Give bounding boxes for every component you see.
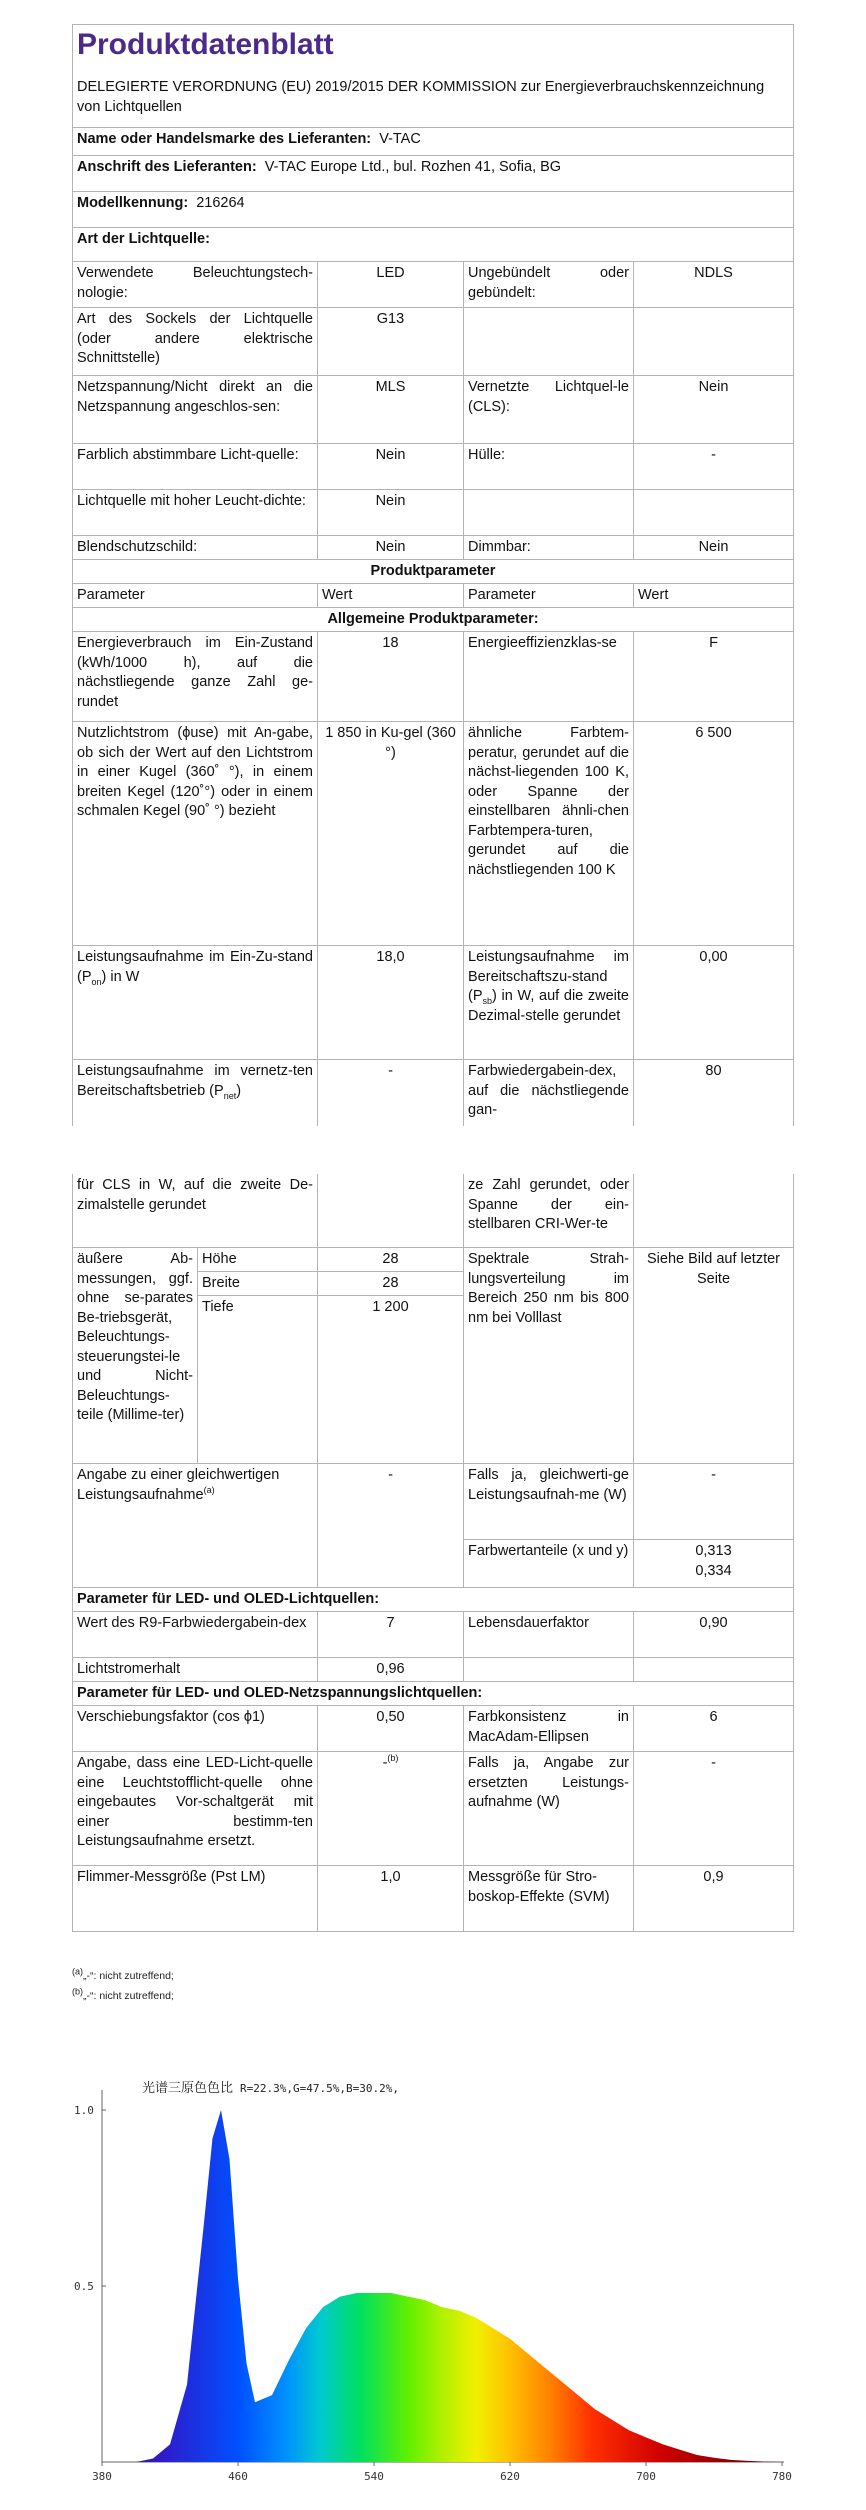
equivalent-power-w-value: - (634, 1464, 794, 1540)
subscript: sb (482, 995, 493, 1006)
energy-class-label: Energieeffizienzklas-se (464, 632, 634, 722)
chart-ratio: R=22.3%,G=47.5%,B=30.2%, (240, 2082, 399, 2095)
supplier-name-label: Name oder Handelsmarke des Lieferanten: (77, 131, 372, 147)
col-header-parameter: Parameter (464, 584, 634, 608)
on-mode-power-label (72, 946, 318, 1060)
width-label: Breite (198, 1272, 318, 1296)
empty-cell (634, 1174, 794, 1248)
dimmable-label: Dimmbar: (464, 536, 634, 560)
led-params-heading: Parameter für LED- und OLED-Lichtquellen: (72, 1588, 794, 1612)
height-label: Höhe (198, 1248, 318, 1272)
luminous-flux-label: Nutzlichtstrom (ϕuse) mit An-gabe, ob sich der Wert auf den Lichtstrom in einer Kugel (360˚ °), in einem breiten Kegel (120˚°) oder in einem schmalen Kegel (90˚ °) bezieht (72, 722, 318, 946)
mains-value: MLS (318, 376, 464, 444)
directional-label: Ungebündelt oder gebündelt: (464, 262, 634, 308)
label-text: ) in W, auf die zweite Dezimal-stelle gerundet (468, 988, 629, 1024)
footnote-ref: (b) (387, 1753, 399, 1764)
displacement-factor-label: Verschiebungsfaktor (cos ϕ1) (72, 1706, 318, 1752)
high-luminance-value: Nein (318, 490, 464, 536)
equivalent-power-w-label: Falls ja, gleichwerti-ge Leistungsaufnah-me (W) (464, 1464, 634, 1540)
model-label: Modellkennung: (77, 195, 189, 211)
y-tick-label: 0.5 (74, 2280, 94, 2293)
chromaticity-x: 0,313 (695, 1543, 732, 1559)
survival-factor-label: Lebensdauerfaktor (464, 1612, 634, 1658)
general-params-heading: Allgemeine Produktparameter: (72, 608, 794, 632)
spectral-distribution-chart (72, 2070, 792, 2500)
x-tick-label: 460 (228, 2470, 248, 2483)
x-tick-label: 540 (364, 2470, 384, 2483)
replaced-power-label: Falls ja, Angabe zur ersetzten Leistungs-aufnahme (W) (464, 1752, 634, 1866)
dimensions-label: äußere Ab-messungen, ggf. ohne se-parates Be-triebsgerät, Beleuchtungs-steuerungstei-le und Nicht-Beleuchtungs-teile (Millime-ter) (72, 1248, 198, 1464)
regulation-text: DELEGIERTE VERORDNUNG (EU) 2019/2015 DER KOMMISSION zur Energieverbrauchskennzeichnung von Lichtquellen (72, 76, 794, 128)
model-row (72, 192, 794, 228)
replacement-claim-label: Angabe, dass eine LED-Licht-quelle eine Leuchtstofflicht-quelle ohne eingebautes Vor-schaltgerät mit einer bestimm-ten Leistungsaufnahme ersetzt. (72, 1752, 318, 1866)
mains-label: Netzspannung/Nicht direkt an die Netzspannung angeschlos-sen: (72, 376, 318, 444)
color-tunable-label: Farblich abstimmbare Licht-quelle: (72, 444, 318, 490)
cri-label-cont: ze Zahl gerundet, oder Spanne der ein-stellbaren CRI-Wer-te (464, 1174, 634, 1248)
x-tick-label: 380 (92, 2470, 112, 2483)
high-luminance-label: Lichtquelle mit hoher Leucht-dichte: (72, 490, 318, 536)
chromaticity-y: 0,334 (695, 1562, 732, 1579)
envelope-label: Hülle: (464, 444, 634, 490)
networked-standby-label (72, 1060, 318, 1126)
supplier-name-value: V-TAC (379, 131, 421, 147)
anti-glare-label: Blendschutzschild: (72, 536, 318, 560)
envelope-value: - (634, 444, 794, 490)
value-text: - (382, 1755, 388, 1771)
cri-label: Farbwiedergabein-dex, auf die nächstliegende gan- (464, 1060, 634, 1126)
sheet-title: Produktdatenblatt (72, 24, 794, 76)
lumen-maintenance-label: Lichtstromerhalt (72, 1658, 318, 1682)
empty-cell (634, 308, 794, 376)
label-text: ) in W (101, 968, 140, 985)
footnote-ref: (a) (203, 1484, 215, 1495)
empty-cell (464, 490, 634, 536)
stroboscopic-value: 0,9 (634, 1866, 794, 1932)
empty-cell (318, 1174, 464, 1248)
connected-label: Vernetzte Lichtquel-le (CLS): (464, 376, 634, 444)
empty-cell (634, 490, 794, 536)
width-value: 28 (318, 1272, 464, 1296)
mains-params-heading: Parameter für LED- und OLED-Netzspannungslichtquellen: (72, 1682, 794, 1706)
height-value: 28 (318, 1248, 464, 1272)
color-consistency-label: Farbkonsistenz in MacAdam-Ellipsen (464, 1706, 634, 1752)
depth-value: 1 200 (318, 1296, 464, 1464)
connected-value: Nein (634, 376, 794, 444)
lumen-maintenance-value: 0,96 (318, 1658, 464, 1682)
energy-consumption-label: Energieverbrauch im Ein-Zustand (kWh/1000 h), auf die nächstliegende ganze Zahl ge-rundet (72, 632, 318, 722)
r9-value: 7 (318, 1612, 464, 1658)
equivalent-power-value: - (318, 1464, 464, 1588)
luminous-flux-value: 1 850 in Ku-gel (360 °) (318, 722, 464, 946)
product-params-heading: Produktparameter (72, 560, 794, 584)
supplier-address-label: Anschrift des Lieferanten: (77, 159, 257, 175)
subscript: net (223, 1090, 237, 1101)
col-header-parameter: Parameter (72, 584, 318, 608)
spectral-distribution-value: Siehe Bild auf letzter Seite (634, 1248, 794, 1464)
depth-label: Tiefe (198, 1296, 318, 1464)
chromaticity-label: Farbwertanteile (x und y) (464, 1540, 634, 1588)
cap-type-label: Art des Sockels der Lichtquelle (oder andere elektrische Schnittstelle) (72, 308, 318, 376)
energy-class-value: F (634, 632, 794, 722)
empty-cell (464, 308, 634, 376)
supplier-name-row (72, 128, 794, 156)
standby-power-label (464, 946, 634, 1060)
technology-label: Verwendete Beleuchtungstech-nologie: (72, 262, 318, 308)
product-data-sheet (72, 24, 794, 2008)
footnote-text: „-“: nicht zutreffend; (83, 1990, 174, 2002)
flicker-value: 1,0 (318, 1866, 464, 1932)
light-source-type-heading: Art der Lichtquelle: (72, 228, 794, 262)
replaced-power-value: - (634, 1752, 794, 1866)
chart-header: 光谱三原色色比 (142, 2081, 234, 2096)
supplier-address-row (72, 156, 794, 192)
spectral-distribution-label: Spektrale Strah-lungsverteilung im Bereich 250 nm bis 800 nm bei Volllast (464, 1248, 634, 1464)
color-tunable-value: Nein (318, 444, 464, 490)
chart-marks (101, 2109, 783, 2463)
footnote-a (72, 1966, 174, 1982)
empty-cell (464, 1658, 634, 1682)
label-text: Leistungsaufnahme im Ein-Zu-stand (P (77, 949, 313, 985)
technology-value: LED (318, 262, 464, 308)
col-header-value: Wert (634, 584, 794, 608)
directional-value: NDLS (634, 262, 794, 308)
cri-value: 80 (634, 1060, 794, 1126)
label-text: Leistungsaufnahme im Bereitschaftszu-stand (P (468, 949, 629, 1004)
chromaticity-value (634, 1540, 794, 1588)
flicker-label: Flimmer-Messgröße (Pst LM) (72, 1866, 318, 1932)
dimmable-value: Nein (634, 536, 794, 560)
energy-consumption-value: 18 (318, 632, 464, 722)
model-value: 216264 (196, 195, 245, 211)
displacement-factor-value: 0,50 (318, 1706, 464, 1752)
spectrum-area (102, 2110, 782, 2462)
cct-value: 6 500 (634, 722, 794, 946)
supplier-address-value: V-TAC Europe Ltd., bul. Rozhen 41, Sofia, BG (264, 159, 562, 175)
color-consistency-value: 6 (634, 1706, 794, 1752)
equivalent-power-label (72, 1464, 318, 1588)
col-header-value: Wert (318, 584, 464, 608)
on-mode-power-value: 18,0 (318, 946, 464, 1060)
x-tick-label: 620 (500, 2470, 520, 2483)
footnote-b (72, 1986, 174, 2002)
subscript: on (91, 976, 102, 987)
standby-power-value: 0,00 (634, 946, 794, 1060)
survival-factor-value: 0,90 (634, 1612, 794, 1658)
r9-label: Wert des R9-Farbwiedergabein-dex (72, 1612, 318, 1658)
cct-label: ähnliche Farbtem-peratur, gerundet auf die nächst-liegenden 100 K, oder Spanne der einstellbaren ähnli-chen Farbtempera-turen, gerundet auf die nächstliegenden 100 K (464, 722, 634, 946)
label-text: ) (236, 1082, 242, 1099)
networked-standby-value: - (318, 1060, 464, 1126)
cap-type-value: G13 (318, 308, 464, 376)
label-text: Angabe zu einer gleichwertigen Leistungsaufnahme (77, 1467, 280, 1503)
x-tick-label: 700 (636, 2470, 656, 2483)
stroboscopic-label: Messgröße für Stro-boskop-Effekte (SVM) (464, 1866, 634, 1932)
replacement-claim-value (318, 1752, 464, 1866)
footnote-mark: (b) (72, 1986, 83, 1997)
anti-glare-value: Nein (318, 536, 464, 560)
networked-standby-label-cont: für CLS in W, auf die zweite De-zimalstelle gerundet (72, 1174, 318, 1248)
footnote-text: „-“: nicht zutreffend; (83, 1970, 174, 1982)
footnote-mark: (a) (72, 1966, 83, 1977)
empty-cell (634, 1658, 794, 1682)
label-text: Leistungsaufnahme im vernetz-ten Bereitschaftsbetrieb (P (77, 1063, 313, 1099)
x-tick-label: 780 (772, 2470, 792, 2483)
y-tick-label: 1.0 (74, 2104, 94, 2117)
